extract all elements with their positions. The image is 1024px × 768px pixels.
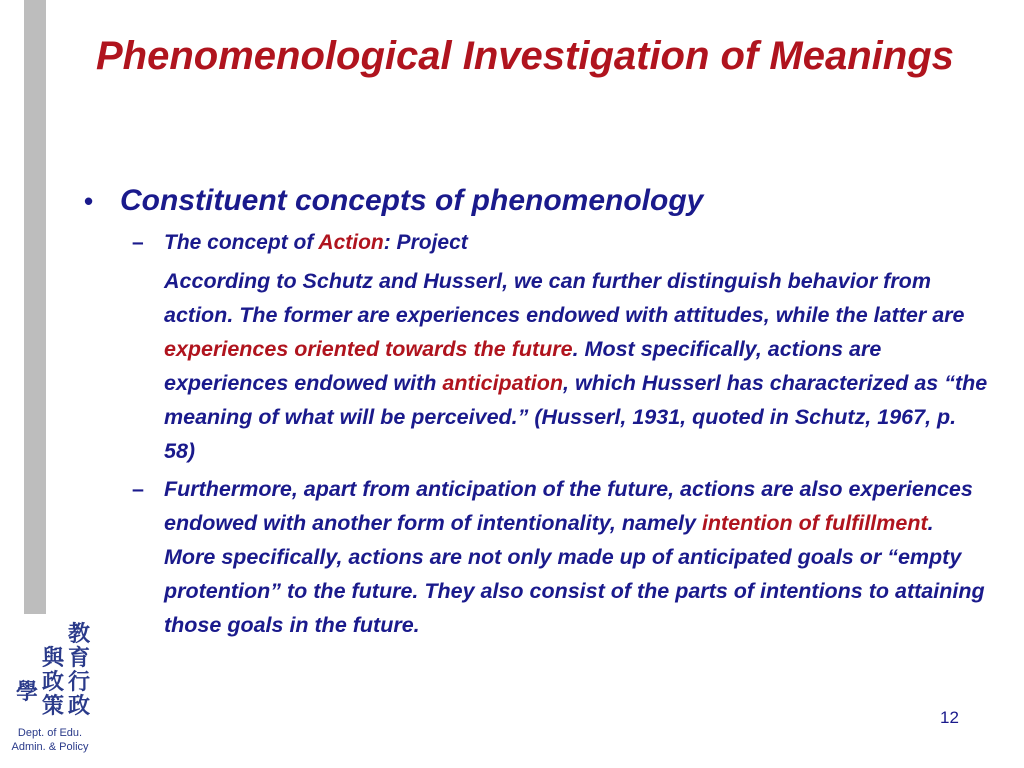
dash-icon: – (132, 231, 144, 254)
sub-bullet-prefix: The concept of (164, 231, 319, 254)
logo-char: 策 (42, 694, 65, 719)
sub-bullet-action (78, 228, 988, 258)
logo-char: 與 (42, 646, 65, 671)
logo-char: 育 (68, 646, 91, 671)
logo-char: 行 (68, 670, 91, 695)
para1-highlight-anticipation: anticipation (442, 371, 564, 395)
logo-char: 學 (16, 680, 39, 705)
slide-content (78, 182, 988, 642)
dash-icon: – (132, 477, 144, 501)
bullet-icon: • (84, 186, 94, 216)
para2-highlight-fulfillment: intention of fulfillment (701, 511, 928, 535)
department-logo (8, 622, 92, 762)
logo-characters (16, 622, 92, 722)
decorative-side-bar (24, 0, 46, 614)
paragraph-action (78, 264, 988, 468)
page-number: 12 (940, 708, 959, 727)
sub-bullet-fulfillment (78, 472, 988, 642)
para1-text-1: According to Schutz and Husserl, we can further distinguish behavior from action. The former are experiences endowed with attitudes, while the latter are (164, 269, 965, 327)
bullet-text: Constituent concepts of phenomenology (120, 184, 704, 217)
para2-text-1: Furthermore, apart from anticipation of the future, actions are also experiences endowed with another form of intentionality, namely (164, 477, 973, 535)
bullet-item (78, 182, 988, 220)
sub-bullet-suffix: : Project (383, 231, 468, 254)
slide-title: Phenomenological Investigation of Meanings (96, 34, 954, 78)
para2-text-2: . More specifically, actions are not only made up of anticipated goals or “empty protention” to the future. They also consist of the parts of intentions to attaining those goals in the future. (164, 511, 985, 637)
para1-text-2: . Most specifically, actions are experiences endowed with (164, 337, 882, 395)
logo-char: 政 (68, 694, 91, 719)
logo-caption (8, 726, 92, 754)
sub-bullet-highlight: Action (318, 231, 384, 254)
logo-line-2: Admin. & Policy (11, 741, 89, 753)
logo-line-1: Dept. of Edu. (17, 727, 83, 739)
logo-char: 政 (42, 670, 65, 695)
logo-char: 教 (68, 622, 91, 647)
para1-highlight-future: experiences oriented towards the future (164, 337, 573, 361)
para1-text-3: , which Husserl has characterized as “the meaning of what will be perceived.” (Husserl, 1931, quoted in Schutz, 1967, p. 58) (164, 371, 988, 463)
